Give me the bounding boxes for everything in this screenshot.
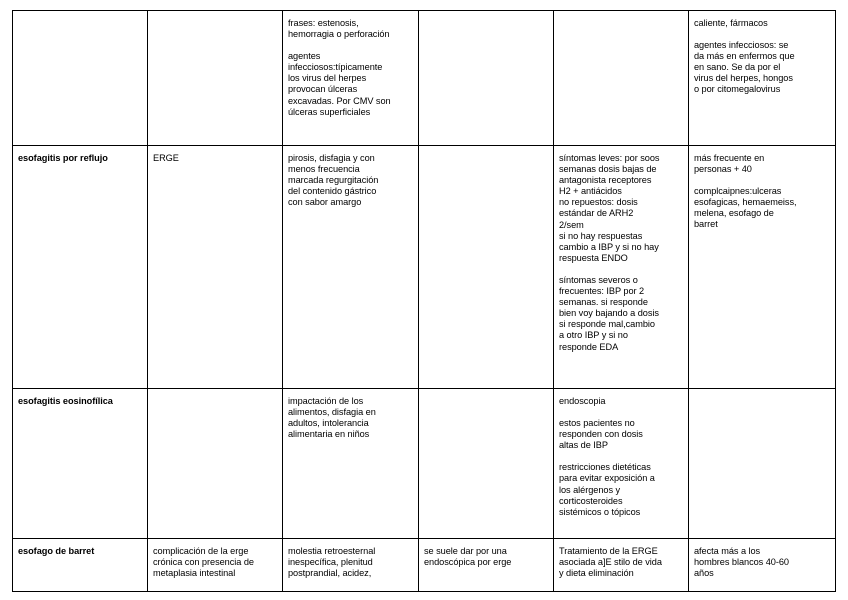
cell-name [13, 389, 148, 539]
cell-other [689, 11, 836, 146]
cell-definition [148, 389, 283, 539]
cell-treatment [554, 539, 689, 592]
esophagitis-table [12, 10, 836, 592]
cell-treatment [554, 389, 689, 539]
cell-other [689, 146, 836, 389]
clinical-text: pirosis, disfagia y con menos frecuencia marcada regurgitación del contenido gástrico con sabor amargo [288, 153, 379, 208]
document-page [12, 10, 835, 586]
cell-other [689, 539, 836, 592]
cell-definition [148, 146, 283, 389]
table-row [13, 11, 836, 146]
cell-treatment [554, 11, 689, 146]
cell-definition [148, 11, 283, 146]
cell-diagnosis [419, 389, 554, 539]
cell-other [689, 389, 836, 539]
cell-name [13, 146, 148, 389]
row-title: esofagitis por reflujo [18, 153, 108, 163]
row-title: esofagitis eosinofílica [18, 396, 113, 406]
cell-diagnosis [419, 11, 554, 146]
cell-clinical [283, 389, 419, 539]
treatment-text: síntomas severos o frecuentes: IBP por 2 semanas. si responde bien voy bajando a dosis si responde mal,cambio a otro IBP y si no responde EDA [559, 274, 659, 352]
treatment-text: estos pacientes no responden con dosis altas de IBP [559, 418, 643, 451]
other-text: caliente, fármacos [694, 18, 768, 28]
cell-clinical [283, 11, 419, 146]
clinical-text: agentes infecciosos:típicamente los virus del herpes provocan úlceras excavadas. Por CMV son úlceras superficiales [288, 51, 391, 117]
other-text: más frecuente en personas + 40 [694, 153, 765, 175]
cell-clinical [283, 539, 419, 592]
clinical-text: molestia retroesternal inespecífica, plenitud postprandial, acidez, [288, 546, 376, 579]
definition-text: ERGE [153, 153, 179, 163]
cell-treatment [554, 146, 689, 389]
clinical-text: frases: estenosis, hemorragia o perforación [288, 18, 390, 40]
table-row [13, 389, 836, 539]
other-text: complcaipnes:ulceras esofagicas, hemaemeiss, melena, esofago de barret [694, 186, 797, 230]
row-title: esofago de barret [18, 546, 95, 556]
treatment-text: endoscopia [559, 396, 606, 406]
treatment-text: síntomas leves: por soos semanas dosis bajas de antagonista receptores H2 + antiácidos no repuestos: dosis estándar de ARH2 2/sem si no hay respuestas cambio a IBP y si no hay respuesta ENDO [559, 153, 660, 263]
other-text: afecta más a los hombres blancos 40-60 años [694, 546, 789, 579]
table-row [13, 539, 836, 592]
cell-name [13, 11, 148, 146]
cell-definition [148, 539, 283, 592]
definition-text: complicación de la erge crónica con presencia de metaplasia intestinal [153, 546, 254, 579]
table-row [13, 146, 836, 389]
treatment-text: Tratamiento de la ERGE asociada a]E stilo de vida y dieta eliminación [559, 546, 662, 579]
diagnosis-text: se suele dar por una endoscópica por erge [424, 546, 512, 568]
cell-name [13, 539, 148, 592]
treatment-text: restricciones dietéticas para evitar exposición a los alérgenos y corticosteroides sistémicos o tópicos [559, 462, 655, 517]
other-text: agentes infecciosos: se da más en enfermos que en sano. Se da por el virus del herpes, hongos o por citomegalovirus [694, 40, 795, 95]
cell-diagnosis [419, 539, 554, 592]
clinical-text: impactación de los alimentos, disfagia en adultos, intolerancia alimentaria en niños [288, 396, 376, 440]
cell-clinical [283, 146, 419, 389]
cell-diagnosis [419, 146, 554, 389]
